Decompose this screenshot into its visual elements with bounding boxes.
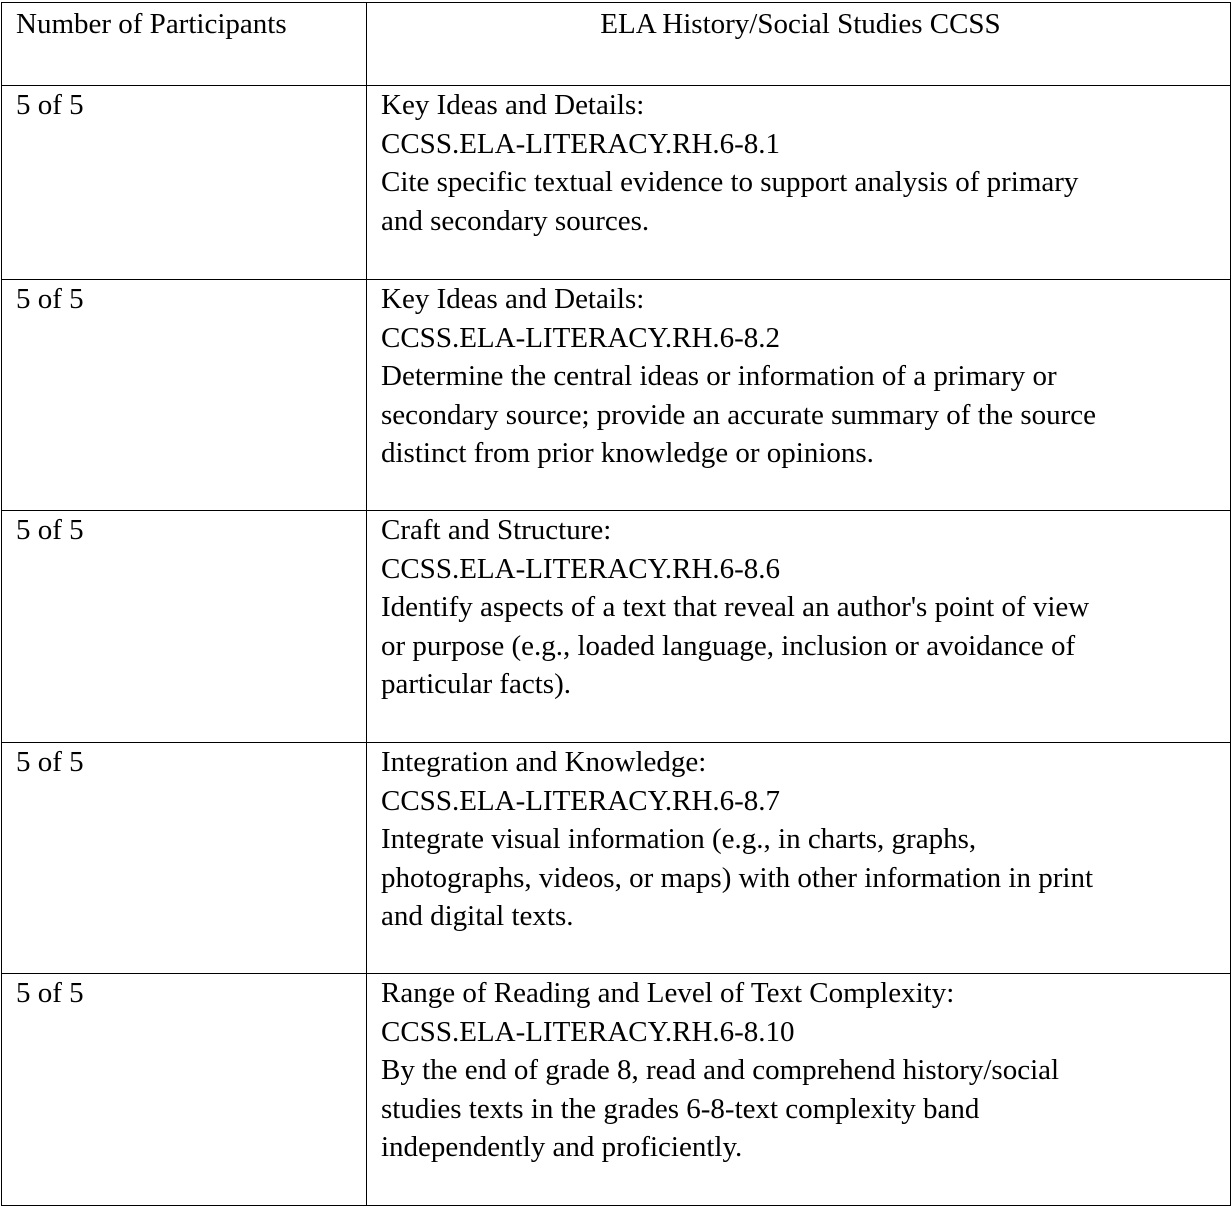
standard-description-line: Identify aspects of a text that reveal an author's point of view [381, 591, 1090, 623]
standard-cell [367, 280, 1231, 511]
standard-description-line: By the end of grade 8, read and comprehend history/social [381, 1054, 1060, 1086]
standard-description-line: Integrate visual information (e.g., in charts, graphs, [381, 823, 977, 855]
standard-category: Key Ideas and Details: [381, 283, 645, 315]
table-row [2, 974, 1231, 1206]
standard-category: Craft and Structure: [381, 514, 612, 546]
standard-category: Key Ideas and Details: [381, 89, 645, 121]
participant-count-cell [2, 743, 367, 974]
participant-count-cell [2, 280, 367, 511]
standard-category: Range of Reading and Level of Text Complexity: [381, 977, 955, 1009]
standard-description-line: independently and proficiently. [381, 1131, 743, 1163]
standard-category: Integration and Knowledge: [381, 746, 707, 778]
standard-description-line: distinct from prior knowledge or opinions. [381, 437, 874, 469]
standard-cell [367, 743, 1231, 974]
standard-description-line: photographs, videos, or maps) with other information in print [381, 861, 1094, 894]
standard-description-line: or purpose (e.g., loaded language, inclusion or avoidance of [381, 629, 1076, 662]
participant-count-cell [2, 86, 367, 280]
participant-count: 5 of 5 [16, 514, 84, 546]
table-row [2, 86, 1231, 280]
table-row [2, 280, 1231, 511]
standard-cell [367, 86, 1231, 280]
header-participants-label: Number of Participants [16, 8, 287, 40]
header-participants [2, 3, 367, 86]
participant-count: 5 of 5 [16, 977, 84, 1009]
standard-code: CCSS.ELA-LITERACY.RH.6-8.6 [381, 552, 781, 585]
standard-description-line: secondary source; provide an accurate summary of the source [381, 398, 1097, 431]
standard-description-line: and digital texts. [381, 900, 574, 932]
standards-table [1, 2, 1231, 1206]
standard-cell [367, 974, 1231, 1206]
standard-code: CCSS.ELA-LITERACY.RH.6-8.7 [381, 784, 781, 817]
standard-description-line: and secondary sources. [381, 204, 650, 237]
participant-count-cell [2, 511, 367, 743]
participant-count: 5 of 5 [16, 89, 84, 121]
standard-code: CCSS.ELA-LITERACY.RH.6-8.2 [381, 321, 781, 354]
standard-description-line: particular facts). [381, 668, 572, 700]
standard-description-line: Cite specific textual evidence to support analysis of primary [381, 166, 1079, 198]
table-row [2, 743, 1231, 974]
header-standard-label: ELA History/Social Studies CCSS [600, 8, 1001, 40]
header-standard [367, 3, 1231, 86]
standard-description-line: Determine the central ideas or information of a primary or [381, 360, 1057, 392]
standard-description-line: studies texts in the grades 6-8-text complexity band [381, 1092, 980, 1125]
table-header-row [2, 3, 1231, 86]
participant-count: 5 of 5 [16, 746, 84, 778]
standard-code: CCSS.ELA-LITERACY.RH.6-8.10 [381, 1015, 795, 1048]
participant-count: 5 of 5 [16, 283, 84, 315]
table-row [2, 511, 1231, 743]
participant-count-cell [2, 974, 367, 1206]
standard-cell [367, 511, 1231, 743]
standard-code: CCSS.ELA-LITERACY.RH.6-8.1 [381, 127, 781, 160]
